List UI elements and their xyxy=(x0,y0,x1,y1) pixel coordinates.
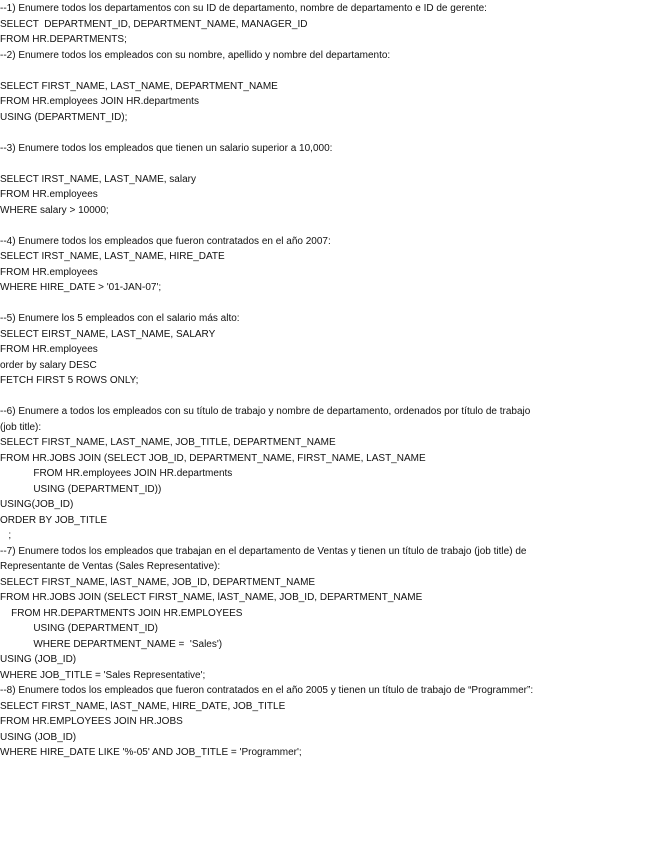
document-line: FROM HR.DEPARTMENTS JOIN HR.EMPLOYEES xyxy=(0,607,243,619)
document-line: SELECT FIRST_NAME, LAST_NAME, DEPARTMENT_NAME xyxy=(0,80,278,92)
document-line: USING (DEPARTMENT_ID); xyxy=(0,111,128,123)
document-line xyxy=(0,218,655,234)
document-line: USING (JOB_ID) xyxy=(0,731,77,743)
document-line xyxy=(0,296,655,312)
document-line: WHERE DEPARTMENT_NAME = 'Sales') xyxy=(0,638,223,650)
document-line: --6) Enumere a todos los empleados con su título de trabajo y nombre de departamento, ordenados por título de trabajo xyxy=(0,406,531,417)
document-line: --2) Enumere todos los empleados con su nombre, apellido y nombre del departamento: xyxy=(0,49,391,61)
document-line: FROM HR.EMPLOYEES JOIN HR.JOBS xyxy=(0,716,183,727)
document-line: --7) Enumere todos los empleados que trabajan en el departamento de Ventas y tienen un título de trabajo (job title) de xyxy=(0,545,527,557)
document-line: --3) Enumere todos los empleados que tienen un salario superior a 10,000: xyxy=(0,142,333,154)
document-line: USING (JOB_ID) xyxy=(0,654,77,665)
document-line: (job title): xyxy=(0,421,42,433)
document-line: WHERE HIRE_DATE > '01-JAN-07'; xyxy=(0,282,162,293)
document-line xyxy=(0,389,655,405)
document-line: USING(JOB_ID) xyxy=(0,499,74,510)
document-line: USING (DEPARTMENT_ID)) xyxy=(0,483,162,495)
document-line: FROM HR.employees JOIN HR.departments xyxy=(0,96,199,107)
document-line: ORDER BY JOB_TITLE xyxy=(0,514,108,526)
document-line: FROM HR.JOBS JOIN (SELECT FIRST_NAME, lAST_NAME, JOB_ID, DEPARTMENT_NAME xyxy=(0,592,423,603)
document-line xyxy=(0,63,655,79)
document-line: FETCH FIRST 5 ROWS ONLY; xyxy=(0,375,139,386)
document-line: Representante de Ventas (Sales Representative): xyxy=(0,561,221,572)
document-line xyxy=(0,125,655,141)
document-line: FROM HR.employees xyxy=(0,344,98,355)
document-line: --8) Enumere todos los empleados que fueron contratados en el año 2005 y tienen un título de trabajo de “Programmer”: xyxy=(0,685,534,696)
document-line: FROM HR.employees xyxy=(0,189,98,200)
document-line: ; xyxy=(0,530,12,541)
document-line xyxy=(0,156,655,172)
document-line: WHERE HIRE_DATE LIKE '%-05' AND JOB_TITLE = 'Programmer'; xyxy=(0,747,302,758)
document-line: order by salary DESC xyxy=(0,359,97,371)
document-line: FROM HR.JOBS JOIN (SELECT JOB_ID, DEPARTMENT_NAME, FIRST_NAME, LAST_NAME xyxy=(0,452,426,464)
document-line: SELECT EIRST_NAME, LAST_NAME, SALARY xyxy=(0,328,216,340)
document-line: SELECT IRST_NAME, LAST_NAME, HIRE_DATE xyxy=(0,251,225,262)
document-line: SELECT FIRST_NAME, lAST_NAME, JOB_ID, DEPARTMENT_NAME xyxy=(0,576,316,588)
document-line: SELECT DEPARTMENT_ID, DEPARTMENT_NAME, MANAGER_ID xyxy=(0,18,308,30)
document-line: SELECT IRST_NAME, LAST_NAME, salary xyxy=(0,173,196,185)
document-line: SELECT FIRST_NAME, lAST_NAME, HIRE_DATE, JOB_TITLE xyxy=(0,700,286,712)
document-line: --4) Enumere todos los empleados que fueron contratados en el año 2007: xyxy=(0,235,331,247)
document-line: WHERE JOB_TITLE = 'Sales Representative'; xyxy=(0,669,206,681)
document-line: FROM HR.employees JOIN HR.departments xyxy=(0,468,233,479)
document-line: FROM HR.employees xyxy=(0,266,98,278)
document-line: --5) Enumere los 5 empleados con el salario más alto: xyxy=(0,313,240,324)
document-line: SELECT FIRST_NAME, LAST_NAME, JOB_TITLE, DEPARTMENT_NAME xyxy=(0,437,336,448)
document-line: --1) Enumere todos los departamentos con su ID de departamento, nombre de departamento e ID de gerente: xyxy=(0,3,487,14)
document-line: FROM HR.DEPARTMENTS; xyxy=(0,34,127,45)
document-line: WHERE salary > 10000; xyxy=(0,204,109,216)
document-line: USING (DEPARTMENT_ID) xyxy=(0,623,158,634)
